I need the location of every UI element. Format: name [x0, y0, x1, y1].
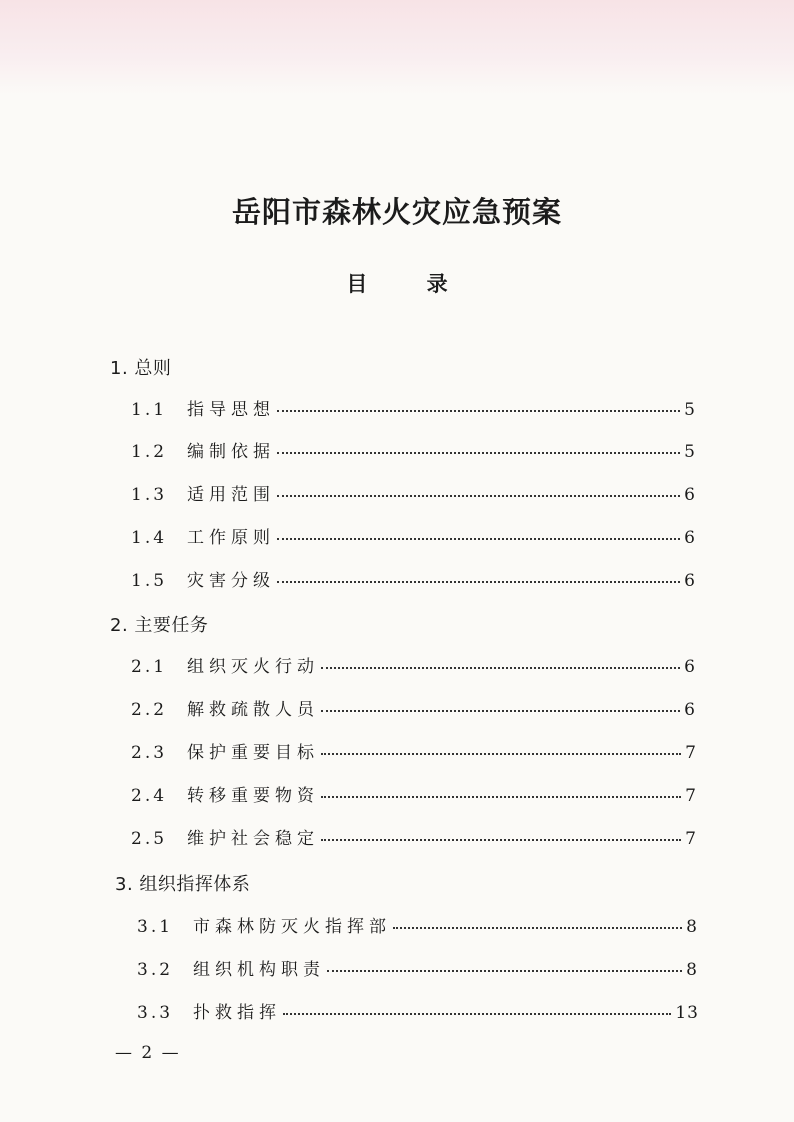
toc-entry-2-3[interactable]: [131, 738, 697, 766]
page-number: — 2 —: [115, 1043, 181, 1063]
toc-entry-label: 工作原则: [187, 528, 275, 548]
toc-entry-2-2[interactable]: [131, 695, 696, 723]
toc-entry-page: 6: [684, 485, 696, 505]
toc-entry-page: 6: [684, 571, 696, 591]
toc-entry-2-1[interactable]: [131, 652, 696, 680]
document-title: 岳阳市森林火灾应急预案: [231, 195, 562, 229]
toc-section-1[interactable]: 1. 总则: [110, 358, 172, 379]
toc-entry-label: 组织灭火行动: [187, 657, 319, 677]
dot-leader: [277, 495, 680, 497]
toc-entry-number: 1.4: [131, 528, 168, 548]
page-top-tint: [0, 0, 794, 95]
toc-section-3[interactable]: 3. 组织指挥体系: [115, 874, 251, 895]
toc-entry-3-3[interactable]: [137, 998, 699, 1026]
toc-entry-1-1[interactable]: [131, 395, 696, 423]
toc-entry-page: 6: [684, 528, 696, 548]
dot-leader: [393, 927, 682, 929]
toc-entry-label: 保护重要目标: [187, 743, 319, 763]
toc-section-2[interactable]: 2. 主要任务: [110, 615, 209, 636]
toc-entry-page: 6: [684, 700, 696, 720]
toc-entry-number: 2.1: [131, 657, 168, 677]
toc-entry-number: 1.2: [131, 442, 168, 462]
toc-entry-number: 2.2: [131, 700, 168, 720]
toc-entry-3-2[interactable]: [137, 955, 698, 983]
toc-entry-page: 8: [686, 917, 698, 937]
dot-leader: [277, 452, 680, 454]
toc-entry-label: 市森林防灭火指挥部: [193, 917, 391, 937]
toc-entry-1-5[interactable]: [131, 566, 696, 594]
dot-leader: [277, 538, 680, 540]
toc-entry-number: 2.4: [131, 786, 168, 806]
toc-entry-page: 8: [686, 960, 698, 980]
toc-entry-label: 组织机构职责: [193, 960, 325, 980]
toc-entry-label: 编制依据: [187, 442, 275, 462]
toc-entry-1-3[interactable]: [131, 480, 696, 508]
toc-entry-label: 维护社会稳定: [187, 829, 319, 849]
toc-entry-1-2[interactable]: [131, 437, 696, 465]
toc-entry-number: 3.2: [137, 960, 174, 980]
toc-entry-page: 7: [685, 786, 697, 806]
toc-entry-label: 指导思想: [187, 400, 275, 420]
toc-entry-number: 2.5: [131, 829, 168, 849]
toc-entry-page: 7: [685, 829, 697, 849]
dot-leader: [321, 753, 681, 755]
toc-entry-page: 7: [685, 743, 697, 763]
toc-entry-3-1[interactable]: [137, 912, 698, 940]
toc-entry-number: 2.3: [131, 743, 168, 763]
dot-leader: [277, 410, 680, 412]
toc-entry-number: 1.1: [131, 400, 168, 420]
toc-entry-label: 转移重要物资: [187, 786, 319, 806]
toc-entry-label: 解救疏散人员: [187, 700, 319, 720]
toc-entry-label: 适用范围: [187, 485, 275, 505]
toc-entry-1-4[interactable]: [131, 523, 696, 551]
toc-entry-page: 6: [684, 657, 696, 677]
toc-entry-number: 3.1: [137, 917, 174, 937]
toc-entry-page: 5: [684, 442, 696, 462]
dot-leader: [321, 796, 681, 798]
toc-entry-label: 灾害分级: [187, 571, 275, 591]
dot-leader: [321, 667, 680, 669]
dot-leader: [277, 581, 680, 583]
toc-entry-number: 1.5: [131, 571, 168, 591]
dot-leader: [283, 1013, 671, 1015]
toc-entry-page: 13: [675, 1003, 699, 1023]
toc-entry-number: 3.3: [137, 1003, 174, 1023]
toc-entry-number: 1.3: [131, 485, 168, 505]
dot-leader: [321, 839, 681, 841]
dot-leader: [321, 710, 680, 712]
toc-entry-label: 扑救指挥: [193, 1003, 281, 1023]
toc-heading: 目 录: [346, 272, 474, 296]
toc-entry-page: 5: [684, 400, 696, 420]
toc-entry-2-5[interactable]: [131, 824, 697, 852]
toc-entry-2-4[interactable]: [131, 781, 697, 809]
dot-leader: [327, 970, 682, 972]
